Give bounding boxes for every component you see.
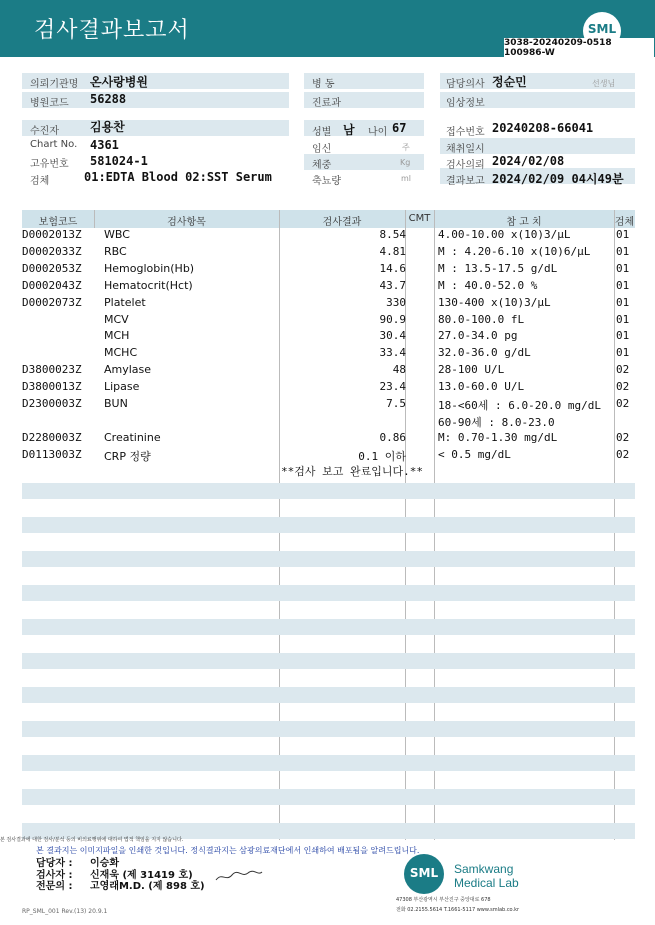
table-row xyxy=(22,244,635,261)
code-value: 56288 xyxy=(90,92,127,106)
test-result: 7.5 xyxy=(386,397,406,410)
company-address: 47308 부산광역시 부산진구 중앙대로 678 xyxy=(396,897,491,903)
table-row xyxy=(22,278,635,295)
receipt-value: 20240208-66041 xyxy=(492,121,594,135)
table-row xyxy=(22,447,635,464)
sml-footer-logo: SML xyxy=(404,854,444,894)
patient-label: 수진자 xyxy=(30,126,59,137)
specimen-type: 01 xyxy=(616,261,630,275)
table-stripe xyxy=(22,517,635,533)
table-row xyxy=(22,227,635,244)
reference-range: M : 13.5-17.5 g/dL xyxy=(438,261,558,275)
table-row xyxy=(22,328,635,345)
table-row xyxy=(22,362,635,379)
id-label: 고유번호 xyxy=(30,159,69,170)
code-label: 병원코드 xyxy=(30,98,69,109)
col-reference: 참 고 치 xyxy=(506,217,542,228)
insurance-code: D2300003Z xyxy=(22,397,82,410)
doctor-label: 담당의사 xyxy=(446,79,485,90)
insurance-code: D0002033Z xyxy=(22,244,82,258)
collect-label: 채취일시 xyxy=(446,144,485,155)
table-stripe xyxy=(22,585,635,601)
table-stripe xyxy=(22,687,635,703)
test-item: Lipase xyxy=(104,380,140,394)
table-stripe xyxy=(22,619,635,635)
tester-label: 검사자 : xyxy=(36,870,73,881)
insurance-code: D3800013Z xyxy=(22,380,82,394)
test-result: 48 xyxy=(392,363,406,377)
reference-range: 32.0-36.0 g/dL xyxy=(438,346,531,360)
table-row xyxy=(22,413,635,430)
reference-range: M : 4.20-6.10 x(10)6/μL xyxy=(438,244,591,258)
sml-logo: SML xyxy=(583,12,621,50)
chart-value: 4361 xyxy=(90,138,119,152)
reference-range: 27.0-34.0 pg xyxy=(438,329,518,343)
specimen-type: 01 xyxy=(616,329,630,343)
test-result: 14.6 xyxy=(379,261,406,275)
reference-range: 4.00-10.00 x(10)3/μL xyxy=(438,228,571,241)
reference-range: 80.0-100.0 fL xyxy=(438,312,525,326)
age-value: 67 xyxy=(392,121,407,135)
urine-unit: ml xyxy=(401,174,412,183)
specimen-type: 01 xyxy=(616,244,630,258)
specimen-type: 01 xyxy=(616,278,630,292)
reference-range: M: 0.70-1.30 mg/dL xyxy=(438,430,558,444)
insurance-code: D0002043Z xyxy=(22,278,82,292)
test-item: MCHC xyxy=(104,346,138,360)
test-item: Platelet xyxy=(104,295,146,309)
report-value: 2024/02/09 04시49분 xyxy=(492,172,624,186)
image-print-note: 본 결과지는 이미지파일을 인쇄한 것입니다. 정식결과지는 삼광의료재단에서 인쇄하여 배포됨을 알려드립니다. xyxy=(36,846,420,855)
test-item: WBC xyxy=(104,228,130,241)
report-id: 3038-20240209-0518 100986-W xyxy=(504,38,654,58)
test-result: 33.4 xyxy=(379,346,406,360)
table-stripe xyxy=(22,721,635,737)
specimen-type: 02 xyxy=(616,397,630,410)
age-label: 나이 xyxy=(368,127,388,138)
test-result: 330 xyxy=(386,295,406,309)
specimen-type: 01 xyxy=(616,312,630,326)
table-stripe xyxy=(22,551,635,567)
table-row xyxy=(22,396,635,413)
col-item: 검사항목 xyxy=(167,217,206,228)
test-result: 8.54 xyxy=(379,228,406,241)
specimen-type: 02 xyxy=(616,380,630,394)
sex-value: 남 xyxy=(343,123,355,137)
test-item: MCV xyxy=(104,312,129,326)
test-item: CRP 정량 xyxy=(104,449,151,463)
specimen-type: 01 xyxy=(616,228,630,241)
dept-label: 진료과 xyxy=(312,98,341,109)
insurance-code: D0113003Z xyxy=(22,447,82,461)
weight-label: 체중 xyxy=(312,160,332,171)
patient-value: 김용찬 xyxy=(90,120,125,134)
request-label: 검사의뢰 xyxy=(446,160,485,171)
request-value: 2024/02/08 xyxy=(492,154,565,168)
table-row xyxy=(22,261,635,278)
table-row xyxy=(22,430,635,447)
test-result: 43.7 xyxy=(379,278,406,292)
reference-range: 130-400 x(10)3/μL xyxy=(438,295,551,309)
table-row xyxy=(22,312,635,329)
signature-icon xyxy=(214,866,264,886)
insurance-code: D2280003Z xyxy=(22,430,82,444)
reference-range: 13.0-60.0 U/L xyxy=(438,380,525,394)
test-result: 30.4 xyxy=(379,329,406,343)
id-value: 581024-1 xyxy=(90,154,148,168)
doctor-suffix: 선생님 xyxy=(592,79,616,88)
hospital-value: 온사랑병원 xyxy=(90,75,148,89)
col-cmt: CMT xyxy=(408,213,431,224)
staff-value: 이승화 xyxy=(90,858,119,869)
insurance-code: D3800023Z xyxy=(22,363,82,377)
table-row xyxy=(22,379,635,396)
company-name-2: Medical Lab xyxy=(454,876,519,890)
specimen-value: 01:EDTA Blood 02:SST Serum xyxy=(84,170,272,184)
col-specimen: 검체 xyxy=(614,217,635,228)
weight-unit: Kg xyxy=(400,158,411,167)
insurance-code: D0002053Z xyxy=(22,261,82,275)
table-row xyxy=(22,345,635,362)
insurance-code: D0002073Z xyxy=(22,295,82,309)
end-note: **검사 보고 완료입니다.** xyxy=(281,465,423,478)
specimen-type: 01 xyxy=(616,295,630,309)
tester-value: 신재욱 (제 31419 호) xyxy=(90,870,193,881)
test-result: 0.86 xyxy=(379,430,406,444)
specimen-label: 검체 xyxy=(30,176,50,187)
test-item: MCH xyxy=(104,329,130,343)
table-row xyxy=(22,295,635,312)
expert-value: 고영래M.D. (제 898 호) xyxy=(90,881,205,892)
table-stripe xyxy=(22,789,635,805)
clinical-label: 임상정보 xyxy=(446,98,485,109)
test-item: Hematocrit(Hct) xyxy=(104,278,193,292)
test-item: Creatinine xyxy=(104,430,161,444)
doctor-value: 정순민 xyxy=(492,75,527,89)
test-result: 0.1 이하 xyxy=(358,449,406,463)
col-result: 검사결과 xyxy=(322,217,362,228)
test-result: 4.81 xyxy=(379,244,406,258)
insurance-code: D0002013Z xyxy=(22,228,82,241)
tiny-note: 본 검사결과에 대한 검사/분석 등의 비의료행위에 대하여 법적 책임을 지지 않습니다. xyxy=(0,837,184,843)
test-result: 23.4 xyxy=(379,380,406,394)
company-contact: 전화 02.2155.5614 T.1661-5117 www.smlab.co.kr xyxy=(396,907,520,913)
col-code: 보험코드 xyxy=(38,217,78,228)
table-stripe xyxy=(22,755,635,771)
reference-range: 28-100 U/L xyxy=(438,363,505,377)
test-item: BUN xyxy=(104,397,128,410)
test-item: Amylase xyxy=(104,363,152,377)
reference-range: 18-<60세 : 6.0-20.0 mg/dL xyxy=(438,399,601,412)
reference-range: < 0.5 mg/dL xyxy=(438,447,511,461)
test-item: RBC xyxy=(104,244,127,258)
expert-label: 전문의 : xyxy=(36,881,73,892)
staff-label: 담당자 : xyxy=(36,858,73,869)
specimen-type: 02 xyxy=(616,430,630,444)
specimen-type: 02 xyxy=(616,363,630,377)
table-stripe xyxy=(22,483,635,499)
table-stripe xyxy=(22,653,635,669)
test-result: 90.9 xyxy=(379,312,406,326)
pregnancy-unit: 주 xyxy=(402,143,410,152)
receipt-label: 접수번호 xyxy=(446,127,485,138)
specimen-type: 01 xyxy=(616,346,630,360)
sex-label: 성별 xyxy=(312,127,332,138)
urine-label: 축뇨량 xyxy=(312,176,341,187)
report-title: 검사결과보고서 xyxy=(34,18,190,43)
chart-label: Chart No. xyxy=(30,139,78,150)
reference-range: 60-90세 : 8.0-23.0 xyxy=(438,415,555,429)
form-code: RP_SML_001 Rev.(13) 20.9.1 xyxy=(22,908,108,915)
specimen-type: 02 xyxy=(616,447,630,461)
pregnancy-label: 임신 xyxy=(312,144,332,155)
ward-label: 병 동 xyxy=(312,79,335,90)
report-label: 결과보고 xyxy=(446,176,485,187)
company-name-1: Samkwang xyxy=(454,862,514,876)
reference-range: M : 40.0-52.0 % xyxy=(438,278,538,292)
hospital-label: 의뢰기관명 xyxy=(30,79,79,90)
test-item: Hemoglobin(Hb) xyxy=(104,261,195,275)
